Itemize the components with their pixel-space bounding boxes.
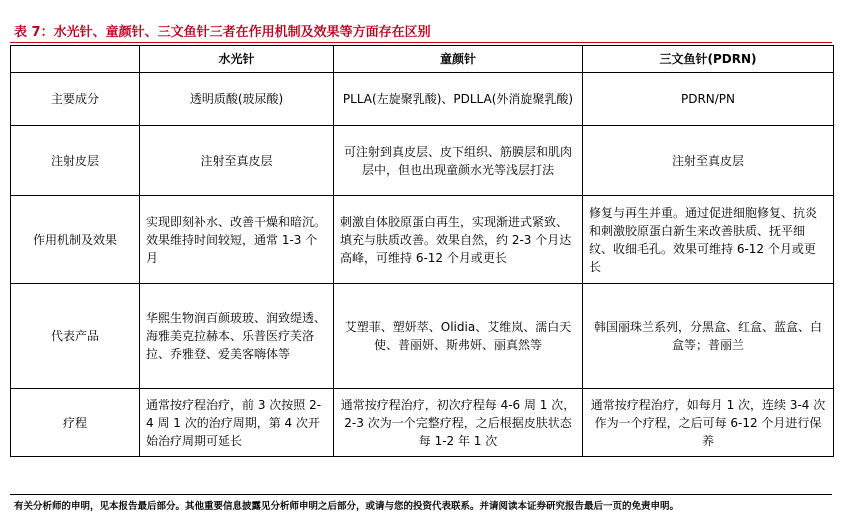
disclaimer-footer: 有关分析师的申明，见本报告最后部分。其他重要信息披露见分析师申明之后部分，或请与您的投资代表联系。并请阅读本证券研究报告最后一页的免责申明。: [14, 501, 680, 512]
table-cell: 艾塑菲、塑妍萃、Olidia、艾维岚、濡白天使、普丽妍、斯弗妍、丽真然等: [334, 284, 583, 389]
table-cell: 实现即刻补水、改善干燥和暗沉。效果维持时间较短，通常 1-3 个月: [140, 196, 334, 284]
table-cell: 刺激自体胶原蛋白再生，实现渐进式紧致、填充与肤质改善。效果自然，约 2-3 个月达高峰，可维持 6-12 个月或更长: [334, 196, 583, 284]
table-cell: 透明质酸(玻尿酸): [140, 73, 334, 126]
row-label: 注射皮层: [11, 126, 140, 196]
table-cell: 注射至真皮层: [140, 126, 334, 196]
table-cell: 可注射到真皮层、皮下组织、筋膜层和肌肉层中，但也出现童颜水光等浅层打法: [334, 126, 583, 196]
header-cell-empty: [11, 46, 140, 73]
table-cell: 注射至真皮层: [583, 126, 834, 196]
table-cell: PDRN/PN: [583, 73, 834, 126]
comparison-table: [10, 45, 834, 457]
header-cell-tongyan: 童颜针: [334, 46, 583, 73]
row-label: 作用机制及效果: [11, 196, 140, 284]
table-cell: 修复与再生并重。通过促进细胞修复、抗炎和刺激胶原蛋白新生来改善肤质、抚平细纹、收细毛孔。效果可维持 6-12 个月或更长: [583, 196, 834, 284]
table-row: [11, 196, 834, 284]
row-label: 疗程: [11, 389, 140, 457]
footer-divider: [10, 494, 832, 495]
row-label: 代表产品: [11, 284, 140, 389]
table-cell: 通常按疗程治疗，前 3 次按照 2-4 周 1 次的治疗周期，第 4 次开始治疗周期可延长: [140, 389, 334, 457]
table-header-row: [11, 46, 834, 73]
table-title: 表 7：水光针、童颜针、三文鱼针三者在作用机制及效果等方面存在区别: [14, 25, 431, 40]
title-divider: [10, 42, 832, 43]
header-cell-shuiguang: 水光针: [140, 46, 334, 73]
table-cell: 韩国丽珠兰系列，分黑盒、红盒、蓝盒、白盒等；普丽兰: [583, 284, 834, 389]
table-row: [11, 73, 834, 126]
table-cell: PLLA(左旋聚乳酸)、PDLLA(外消旋聚乳酸): [334, 73, 583, 126]
table-cell: 华熙生物润百颜玻玻、润致缇透、海雅美克拉赫本、乐普医疗芙洛拉、乔雅登、爱美客嗨体等: [140, 284, 334, 389]
table-cell: 通常按疗程治疗，初次疗程每 4-6 周 1 次，2-3 次为一个完整疗程，之后根据皮肤状态每 1-2 年 1 次: [334, 389, 583, 457]
table-row: [11, 126, 834, 196]
row-label: 主要成分: [11, 73, 140, 126]
table-row: [11, 284, 834, 389]
table-row: [11, 389, 834, 457]
table-cell: 通常按疗程治疗，如每月 1 次，连续 3-4 次作为一个疗程，之后可每 6-12 个月进行保养: [583, 389, 834, 457]
header-cell-sanwenyu: 三文鱼针(PDRN): [583, 46, 834, 73]
